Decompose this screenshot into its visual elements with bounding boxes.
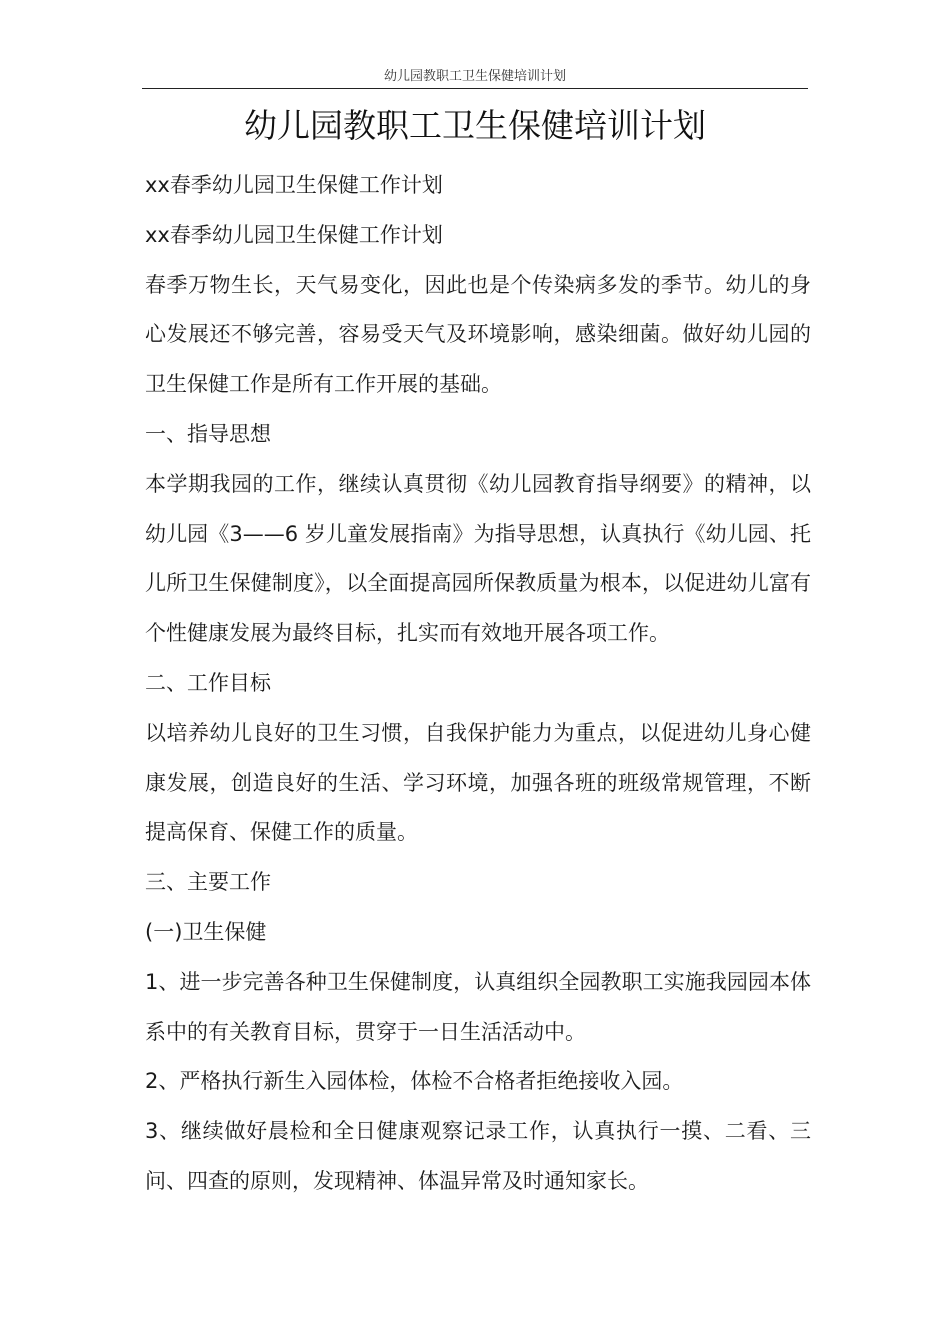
list-item-3: 3、继续做好晨检和全日健康观察记录工作，认真执行一摸、二看、三问、四查的原则，发现精神、体温异常及时通知家长。 — [145, 1119, 811, 1193]
paragraph-subtitle-2: xx春季幼儿园卫生保健工作计划 — [145, 222, 443, 247]
paragraph-work-goals: 以培养幼儿良好的卫生习惯，自我保护能力为重点，以促进幼儿身心健康发展，创造良好的生活、学习环境，加强各班的班级常规管理，不断提高保育、保健工作的质量。 — [145, 720, 811, 845]
running-header: 幼儿园教职工卫生保健培训计划 — [383, 69, 566, 84]
paragraph-subtitle-1: xx春季幼儿园卫生保健工作计划 — [145, 173, 443, 197]
section-heading-work-goals: 二、工作目标 — [145, 670, 271, 695]
list-item-1: 1、进一步完善各种卫生保健制度，认真组织全园教职工实施我园园本体系中的有关教育目标，贯穿于一日生活活动中。 — [145, 969, 811, 1044]
subsection-heading-health-care: (一)卫生保健 — [145, 919, 267, 944]
section-heading-guiding-thought: 一、指导思想 — [145, 421, 271, 446]
paragraph-guiding-thought: 本学期我园的工作，继续认真贯彻《幼儿园教育指导纲要》的精神，以幼儿园《3——6 岁儿童发展指南》为指导思想，认真执行《幼儿园、托儿所卫生保健制度》，以全面提高园所保教质量为根本，以促进幼儿富有个性健康发展为最终目标，扎实而有效地开展各项工作。 — [145, 471, 811, 646]
paragraph-intro: 春季万物生长，天气易变化，因此也是个传染病多发的季节。幼儿的身心发展还不够完善，容易受天气及环境影响，感染细菌。做好幼儿园的卫生保健工作是所有工作开展的基础。 — [145, 272, 811, 397]
header-rule — [142, 88, 808, 89]
document-body — [145, 161, 811, 1207]
section-heading-main-work: 三、主要工作 — [145, 870, 271, 895]
list-item-2: 2、严格执行新生入园体检，体检不合格者拒绝接收入园。 — [145, 1069, 684, 1094]
document-title: 幼儿园教职工卫生保健培训计划 — [244, 106, 706, 145]
